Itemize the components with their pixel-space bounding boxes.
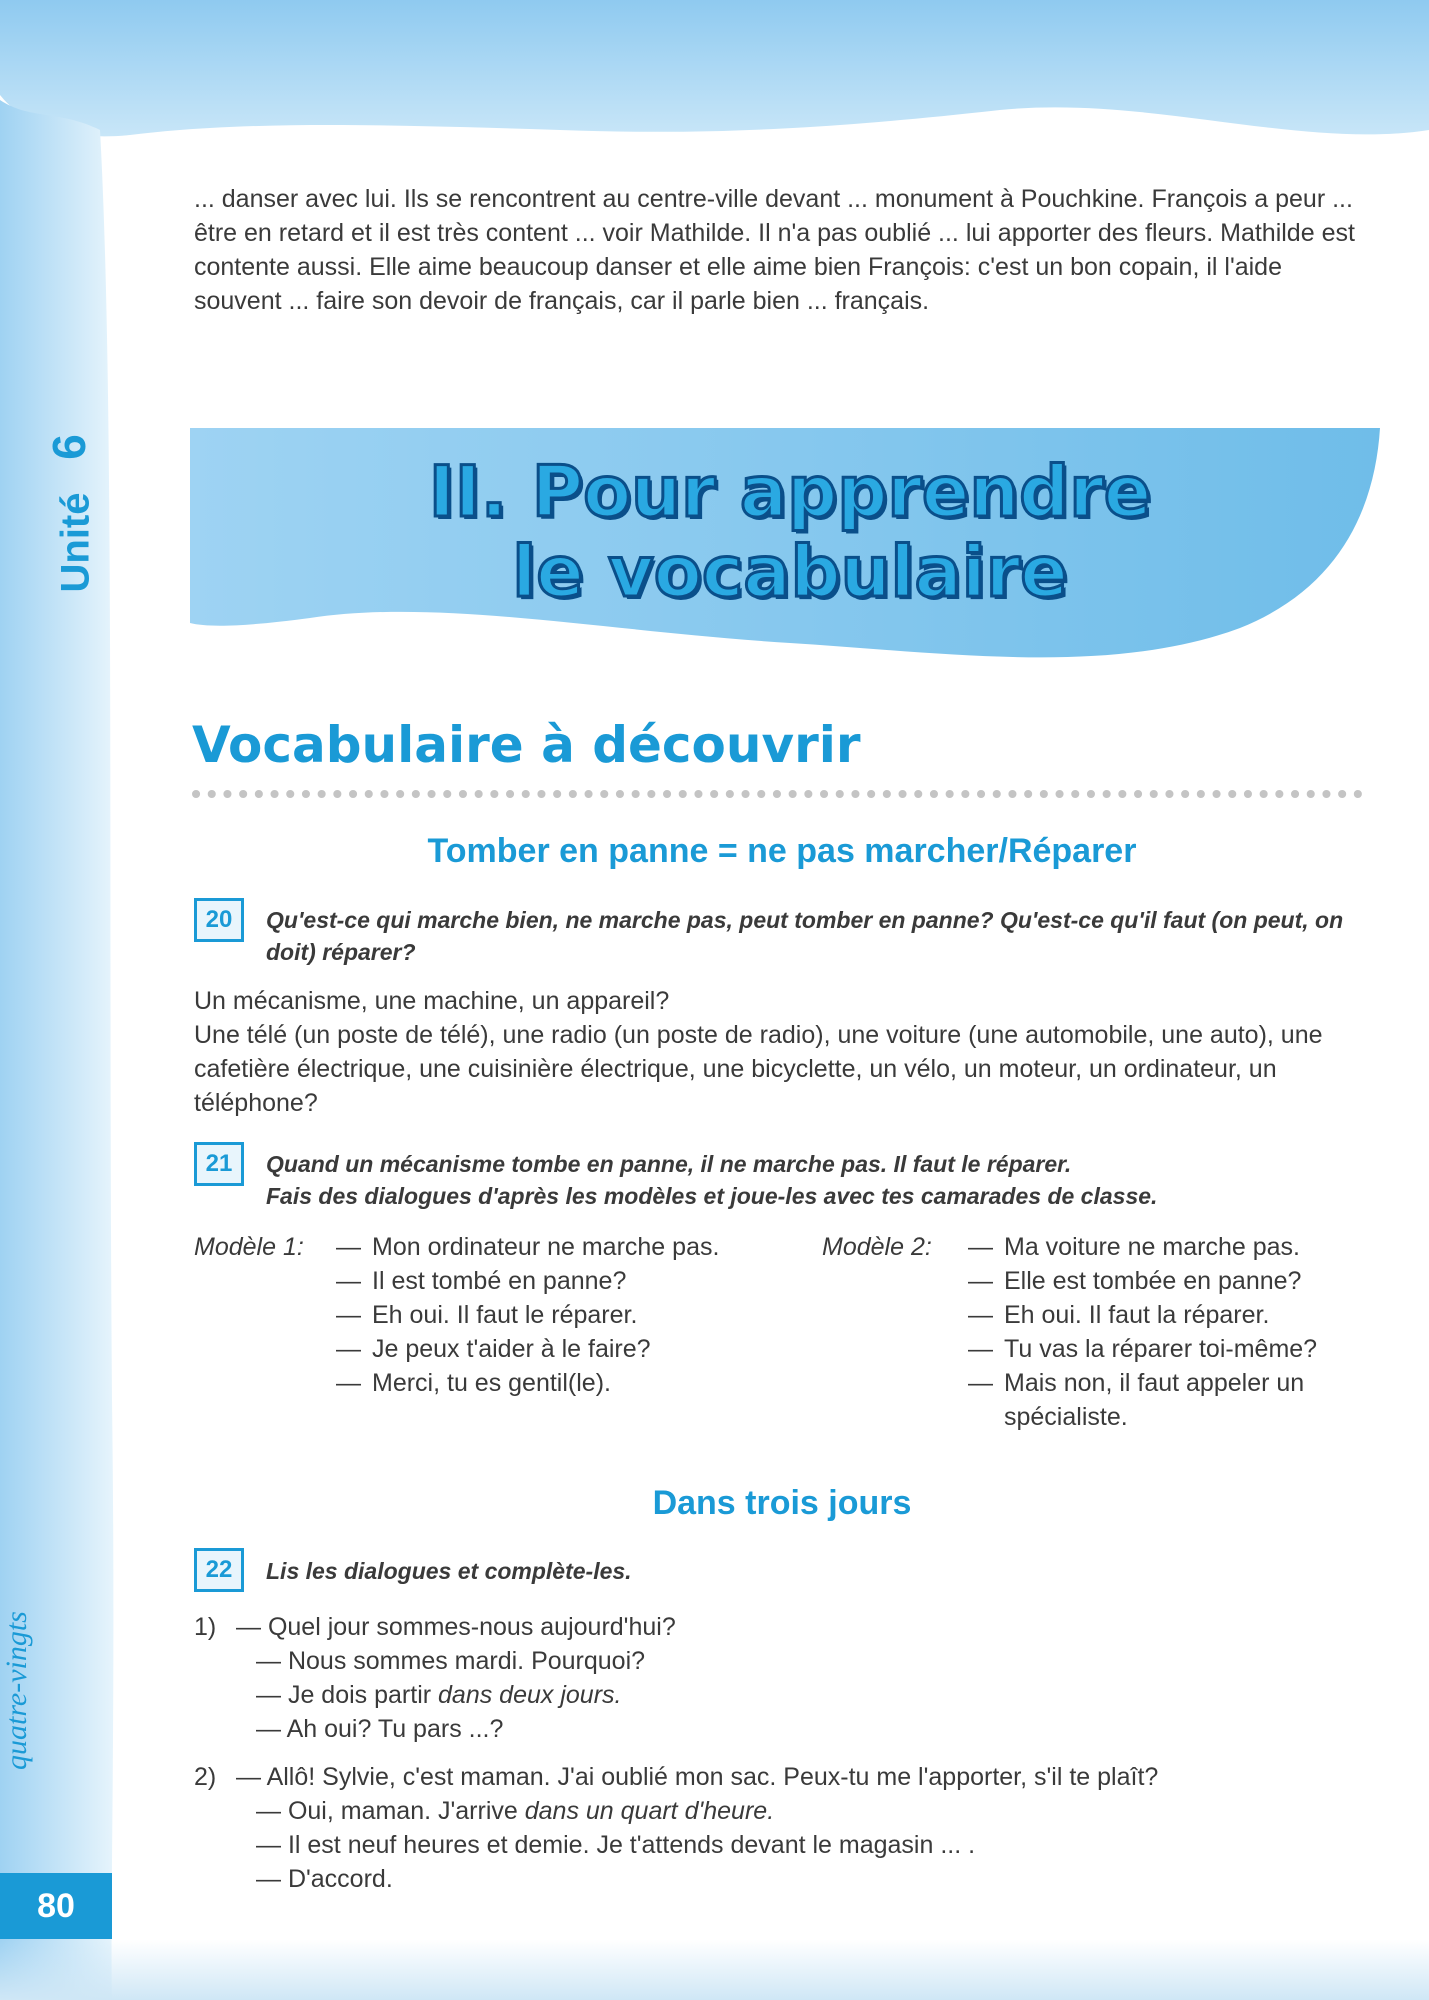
dialogue-line: — Nous sommes mardi. Pourquoi? — [256, 1647, 646, 1675]
model-1 — [194, 1230, 754, 1440]
banner-title — [390, 452, 1190, 612]
dialogue-line: — Je dois partir dans deux jours. — [256, 1681, 622, 1709]
dialogue-1-number: 1) — [194, 1613, 217, 1641]
section-heading-trois-jours: Dans trois jours — [652, 1484, 912, 1522]
exercise-21-instruction — [266, 1148, 1376, 1212]
dialogue-line: — Mais non, il faut appeler un spécialiste. — [968, 1369, 1305, 1431]
dialogue-line: — Merci, tu es gentil(le). — [336, 1369, 611, 1397]
vocabulary-heading: Vocabulaire à découvrir — [192, 716, 861, 774]
model-2 — [822, 1230, 1382, 1440]
exercise-21-instruction-line2: Fais des dialogues d'après les modèles et joue-les avec tes camarades de classe. — [266, 1183, 1158, 1209]
dialogue-line: — Il est neuf heures et demie. Je t'attends devant le magasin ... . — [256, 1831, 976, 1859]
bottom-fade-background — [0, 1940, 1429, 2000]
intro-paragraph: ... danser avec lui. Ils se rencontrent au centre-ville devant ... monument à Pouchkine. François a peur ... être en retard et il est très content ... voir Mathilde. Il n'a pas oublié ... lui apporter des fleurs. Mathilde est contente aussi. Elle aime beaucoup danser et elle aime bien François: c'est un bon copain, il l'aide souvent ... faire son devoir de français, car il parle bien ... français. — [194, 185, 1355, 315]
dialogue-line: — Elle est tombée en panne? — [968, 1267, 1302, 1295]
exercise-number-21: 21 — [194, 1142, 244, 1186]
unit-label: Unité — [53, 492, 98, 593]
exercise-20-text — [194, 984, 1374, 1120]
page-number: 80 — [0, 1873, 112, 1939]
model-1-label-num: 1: — [276, 1233, 304, 1261]
model-2-label — [822, 1230, 932, 1264]
dialogue-line: — Allô! Sylvie, c'est maman. J'ai oublié mon sac. Peux-tu me l'apporter, s'il te plaît? — [236, 1763, 1159, 1791]
model-1-label — [194, 1230, 304, 1264]
dialogue-2 — [194, 1760, 1374, 1900]
unit-number: 6 — [43, 434, 95, 460]
dialogue-1-lines — [236, 1610, 1376, 1746]
top-wave-background — [0, 0, 1429, 200]
unit-marker — [36, 420, 116, 620]
dialogue-line: — Eh oui. Il faut le réparer. — [336, 1301, 638, 1329]
dialogue-line: — Oui, maman. J'arrive dans un quart d'heure. — [256, 1797, 775, 1825]
model-2-lines — [968, 1230, 1378, 1434]
exercise-22-instruction: Lis les dialogues et complète-les. — [266, 1558, 632, 1584]
dialogue-line: — Eh oui. Il faut la réparer. — [968, 1301, 1270, 1329]
model-1-label-word: Modèle — [194, 1233, 276, 1261]
dialogue-line: — Tu vas la réparer toi-même? — [968, 1335, 1318, 1363]
dialogue-line: — D'accord. — [256, 1865, 393, 1893]
exercise-20-instruction: Qu'est-ce qui marche bien, ne marche pas, peut tomber en panne? Qu'est-ce qu'il faut (on peut, on doit) réparer? — [266, 907, 1344, 965]
dialogue-line: — Je peux t'aider à le faire? — [336, 1335, 651, 1363]
model-2-label-word: Modèle — [822, 1233, 904, 1261]
banner-title-line1: II. Pour apprendre — [428, 451, 1152, 533]
dialogue-2-lines — [236, 1760, 1376, 1896]
exercise-number-20: 20 — [194, 898, 244, 942]
dialogue-line: — Ma voiture ne marche pas. — [968, 1233, 1300, 1261]
exercise-20-text-line1: Un mécanisme, une machine, un appareil? — [194, 987, 670, 1015]
exercise-20-text-line2: Une télé (un poste de télé), une radio (un poste de radio), une voiture (une automobile, une auto), une cafetière électrique, une cuisinière électrique, une bicyclette, un vélo, un moteur, un ordinateur, un téléphone? — [194, 1021, 1323, 1117]
dialogue-line: — Ah oui? Tu pars ...? — [256, 1715, 504, 1743]
dialogue-line: — Quel jour sommes-nous aujourd'hui? — [236, 1613, 676, 1641]
model-2-label-num: 2: — [904, 1233, 932, 1261]
section-heading-panne: Tomber en panne = ne pas marcher/Réparer — [427, 832, 1137, 870]
exercise-21-instruction-line1: Quand un mécanisme tombe en panne, il ne marche pas. Il faut le réparer. — [266, 1151, 1072, 1177]
dialogue-1 — [194, 1610, 1374, 1750]
banner-title-line2: le vocabulaire — [512, 531, 1068, 613]
dialogue-2-number: 2) — [194, 1763, 217, 1791]
page-number-words: quatre-vingts — [0, 1611, 33, 1770]
model-1-lines — [336, 1230, 746, 1400]
dialogue-line: — Mon ordinateur ne marche pas. — [336, 1233, 720, 1261]
dialogue-line: — Il est tombé en panne? — [336, 1267, 627, 1295]
dotted-divider — [192, 788, 1370, 800]
exercise-number-22: 22 — [194, 1548, 244, 1592]
